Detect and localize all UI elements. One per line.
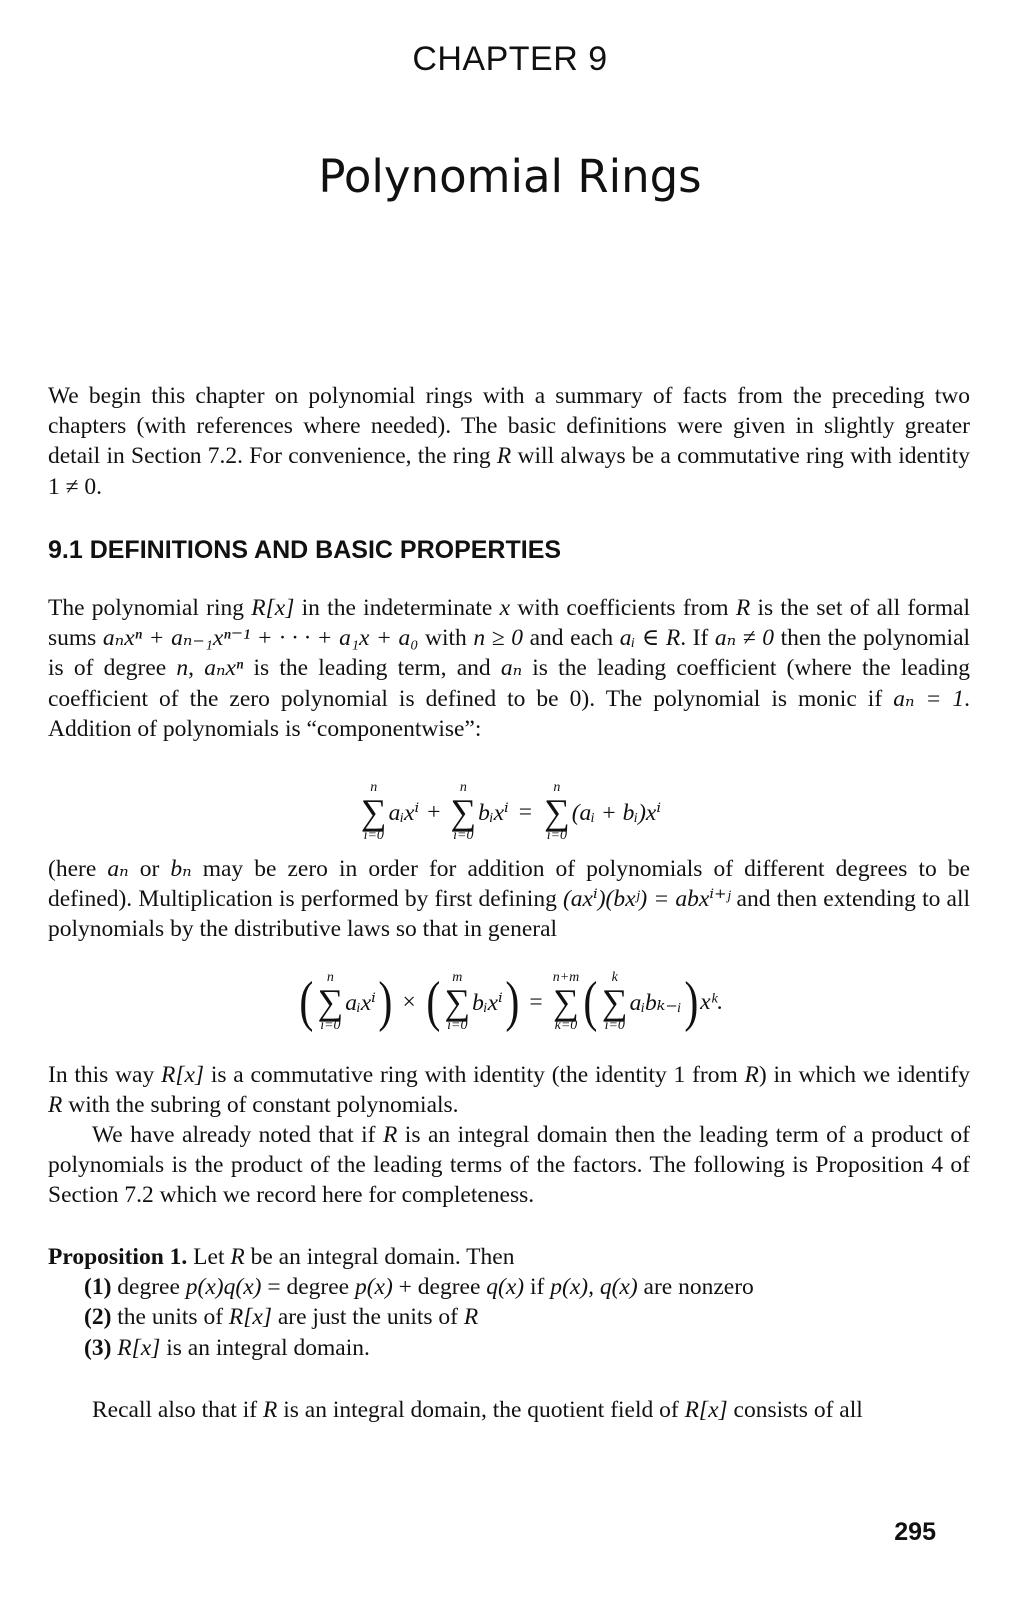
intro-paragraph: We begin this chapter on polynomial rings with a summary of facts from the preceding two chapters (with references where needed). The basic definitions were given in slightly greater detail in Section 7.2. For convenience, the ring R will always be a commutative ring with identity 1 ≠ 0. [48, 383, 971, 500]
proposition-item: (1) degree p(x)q(x) = degree p(x) + degree q(x) if p(x), q(x) are nonzero [84, 1274, 754, 1301]
proposition-item: (3) R[x] is an integral domain. [84, 1334, 370, 1361]
sum-symbol: n+m ∑ k=0 [552, 970, 580, 1033]
chapter-label: CHAPTER 9 [412, 40, 608, 78]
sum-symbol: n ∑ i=0 [450, 780, 477, 843]
leading-term-paragraph: We have already noted that if R is an integral domain then the leading term of a product of polynomials is the product of the leading terms of the factors. The following is Proposition 4 of Section 7.2 which we record here for completeness. [48, 1122, 971, 1209]
multiplication-paragraph: (here aₙ or bₙ may be zero in order for addition of polynomials of different degrees to be defined). Multiplication is performed by first defining (axⁱ)(bxʲ) = abxⁱ⁺ʲ and then extending to all polynomials by the distributive laws so that in general [48, 856, 971, 943]
sum-term-b: bᵢxⁱ [478, 799, 509, 826]
sum-symbol: k ∑ i=0 [601, 970, 628, 1033]
sum-term-a: aᵢxⁱ [388, 799, 420, 826]
sum-term-c: (aᵢ + bᵢ)xⁱ [571, 799, 662, 826]
multiplication-equation: ( n ∑ i=0 aᵢxⁱ ) × ( m ∑ i=0 bᵢxⁱ ) = n+m ∑ k=0 ( k ∑ i=0 aᵢbₖ₋ᵢ ) xᵏ. [299, 970, 724, 1033]
definition-paragraph: The polynomial ring R[x] in the indeterminate x with coefficients from R is the set of all formal sums aₙxⁿ + aₙ₋₁xⁿ⁻¹ + · · · + a₁x + a₀ with n ≥ 0 and each aᵢ ∈ R. If aₙ ≠ 0 then the polynomial is of degree n, aₙxⁿ is the leading term, and aₙ is the leading coefficient (where the leading coefficient of the zero polynomial is defined to be 0). The polynomial is monic if aₙ = 1. Addition of polynomials is “componentwise”: [48, 595, 971, 742]
section-heading: 9.1 DEFINITIONS AND BASIC PROPERTIES [48, 536, 562, 564]
proposition-item: (2) the units of R[x] are just the units of R [84, 1304, 479, 1331]
addition-equation: n ∑ i=0 aᵢxⁱ + n ∑ i=0 bᵢxⁱ = n ∑ i=0 (aᵢ + bᵢ)xⁱ [360, 780, 662, 843]
proposition-label: Proposition 1. [48, 1244, 188, 1270]
sum-symbol: n ∑ i=0 [360, 780, 387, 843]
proposition-block: Proposition 1. Let R be an integral domain. Then (1) degree p(x)q(x) = degree p(x) + degree q(x) if p(x), q(x) are nonzero (2) the units of R[x] are just the units of R (3) R[x] is an integral domain. [48, 1242, 970, 1363]
sum-symbol: n ∑ i=0 [317, 970, 344, 1033]
sum-symbol: n ∑ i=0 [544, 780, 570, 843]
ring-paragraph: In this way R[x] is a commutative ring with identity (the identity 1 from R) in which we identify R with the subring of constant polynomials. [48, 1062, 971, 1119]
page-number: 295 [894, 1518, 936, 1546]
quotient-field-paragraph: Recall also that if R is an integral domain, the quotient field of R[x] consists of all [92, 1397, 863, 1423]
sum-symbol: m ∑ i=0 [444, 970, 471, 1033]
chapter-title: Polynomial Rings [318, 150, 702, 203]
